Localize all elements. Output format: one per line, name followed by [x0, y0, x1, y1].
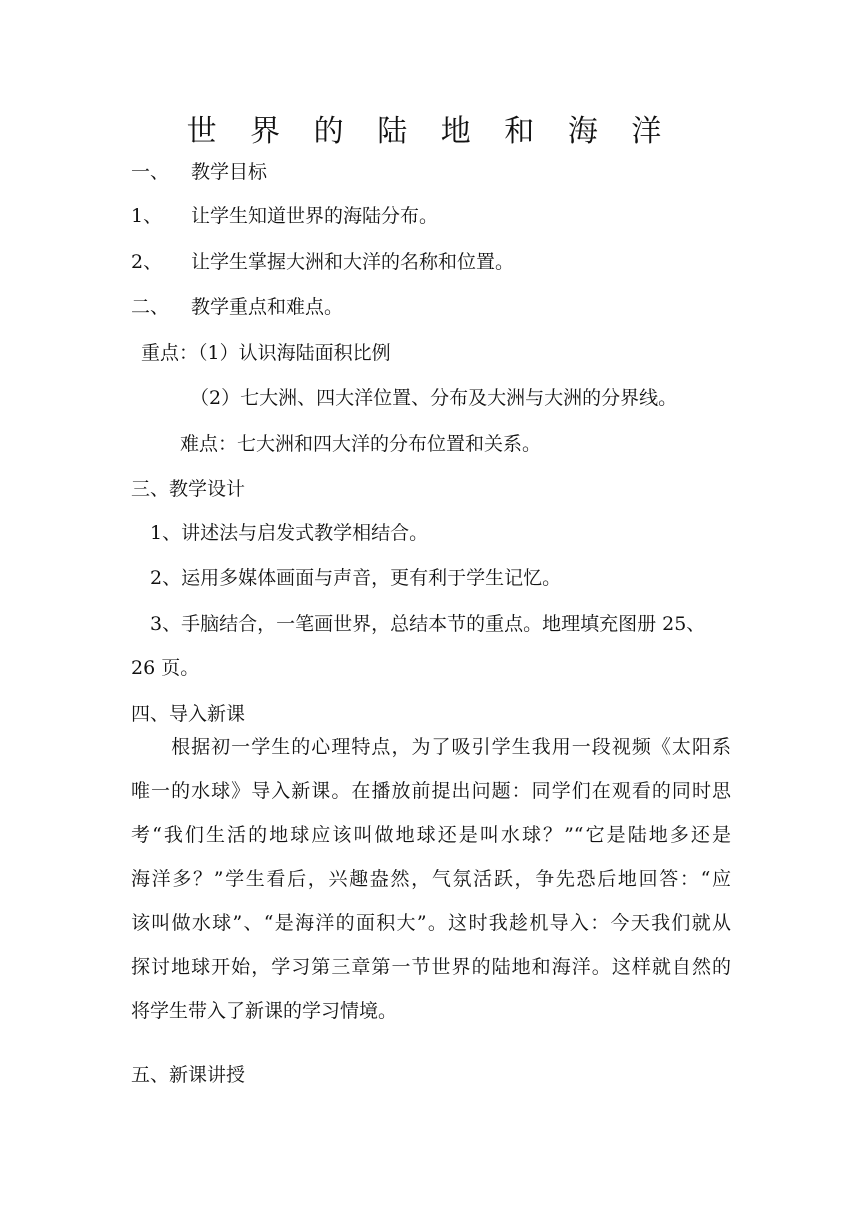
difficulty-line: 难点：七大洲和四大洋的分布位置和关系。	[180, 433, 542, 455]
design-item-1: 1、讲述法与启发式教学相结合。	[150, 522, 429, 544]
paragraph-line: 考“我们生活的地球应该叫做地球还是叫水球？”“它是陆地多还是	[131, 824, 731, 846]
goal-text: 让学生知道世界的海陆分布。	[191, 205, 439, 227]
goal-number: 1、	[131, 205, 163, 227]
section-title: 教学目标	[191, 161, 268, 183]
document-title: 世 界 的 陆 地 和 海 洋	[186, 114, 674, 149]
paragraph-line: 将学生带入了新课的学习情境。	[131, 1000, 398, 1022]
section-heading-intro: 四、导入新课	[131, 703, 246, 725]
section-number: 二、	[131, 296, 170, 318]
section-heading-new-lesson: 五、新课讲授	[131, 1064, 246, 1086]
paragraph-line: 唯一的水球》导入新课。在播放前提出问题：同学们在观看的同时思	[131, 780, 731, 802]
section-number: 一、	[131, 161, 170, 183]
goal-item-1	[131, 204, 438, 228]
section-heading-key-points	[131, 295, 343, 319]
goal-text: 让学生掌握大洲和大洋的名称和位置。	[191, 251, 515, 273]
paragraph-line: 海洋多？”学生看后，兴趣盎然，气氛活跃，争先恐后地回答：“应	[131, 868, 731, 890]
goal-item-2	[131, 250, 514, 274]
section-heading-design: 三、教学设计	[131, 478, 246, 500]
design-item-3-continuation: 26 页。	[131, 657, 200, 679]
paragraph-line: 探讨地球开始，学习第三章第一节世界的陆地和海洋。这样就自然的	[131, 956, 731, 978]
design-item-3: 3、手脑结合，一笔画世界，总结本节的重点。地理填充图册 25、	[150, 613, 706, 635]
paragraph-line: 根据初一学生的心理特点，为了吸引学生我用一段视频《太阳系	[131, 736, 731, 758]
key-point-line-1: 重点：（1）认识海陆面积比例	[141, 342, 391, 364]
section-heading-objectives	[131, 160, 267, 184]
goal-number: 2、	[131, 251, 163, 273]
section-title: 教学重点和难点。	[191, 296, 344, 318]
design-item-2: 2、运用多媒体画面与声音，更有利于学生记忆。	[150, 567, 562, 589]
key-point-line-2: （2）七大洲、四大洋位置、分布及大洲与大洲的分界线。	[190, 387, 678, 409]
paragraph-line: 该叫做水球”、“是海洋的面积大”。这时我趁机导入：今天我们就从	[131, 912, 731, 934]
intro-paragraph	[131, 725, 731, 1033]
